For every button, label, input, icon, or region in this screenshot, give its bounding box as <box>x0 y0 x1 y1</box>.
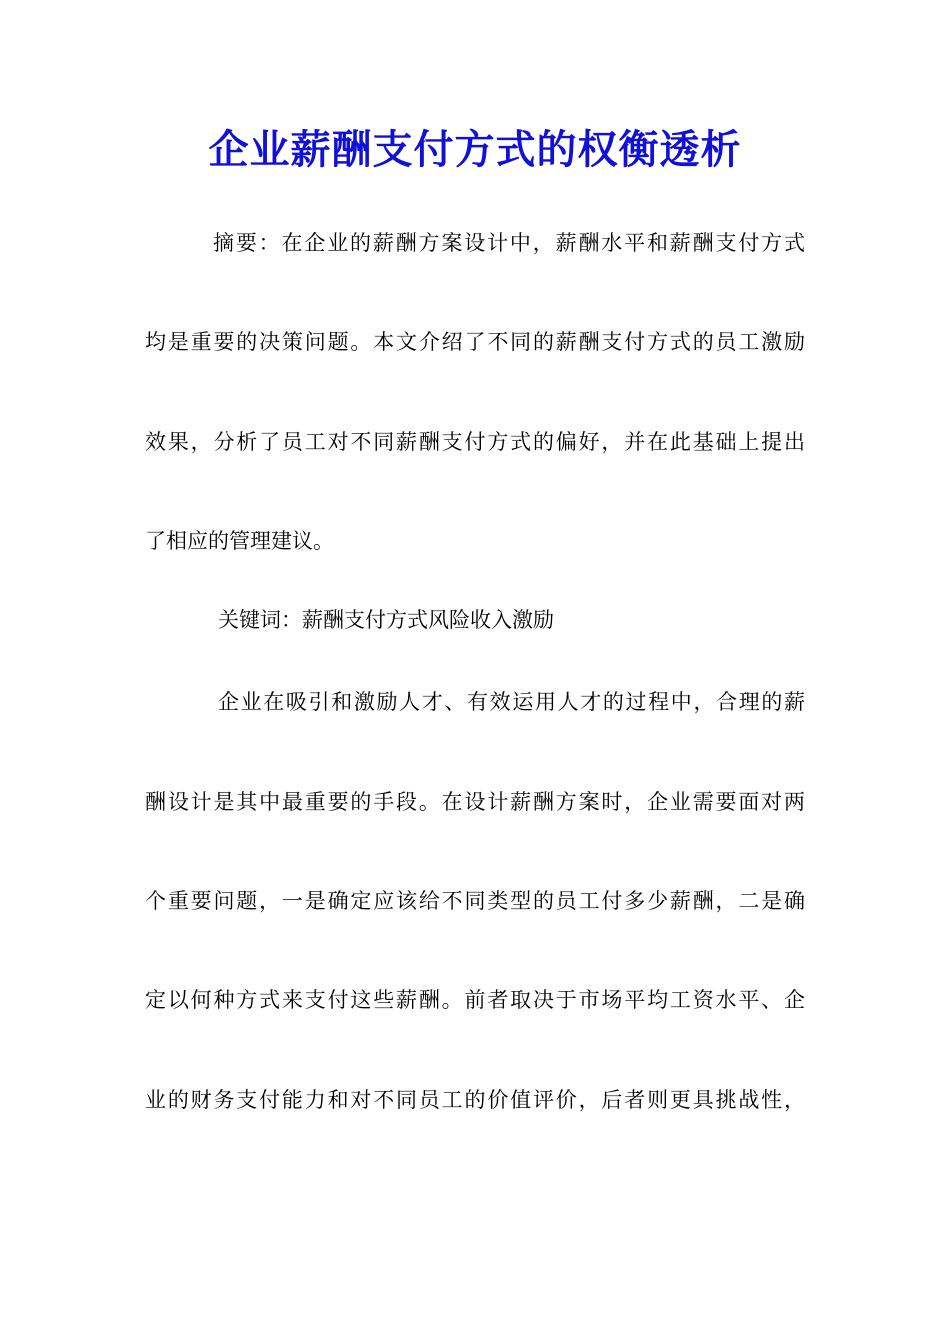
keywords-line: 关键词：薪酬支付方式风险收入激励 <box>218 608 554 632</box>
body-line-4: 定以何种方式来支付这些薪酬。前者取决于市场平均工资水平、企 <box>145 988 805 1012</box>
body-line-1: 企业在吸引和激励人才、有效运用人才的过程中，合理的薪 <box>218 690 805 714</box>
body-line-5: 业的财务支付能力和对不同员工的价值评价，后者则更具挑战性， <box>145 1088 805 1112</box>
body-line-3: 个重要问题，一是确定应该给不同类型的员工付多少薪酬，二是确 <box>145 889 805 913</box>
abstract-line-1: 摘要：在企业的薪酬方案设计中，薪酬水平和薪酬支付方式 <box>213 231 805 255</box>
body-line-2: 酬设计是其中最重要的手段。在设计薪酬方案时，企业需要面对两 <box>145 790 805 814</box>
abstract-line-4: 了相应的管理建议。 <box>145 529 334 553</box>
abstract-line-2: 均是重要的决策问题。本文介绍了不同的薪酬支付方式的员工激励 <box>145 330 805 354</box>
document-title: 企业薪酬支付方式的权衡透析 <box>208 126 742 173</box>
abstract-line-3: 效果，分析了员工对不同薪酬支付方式的偏好，并在此基础上提出 <box>145 430 805 454</box>
